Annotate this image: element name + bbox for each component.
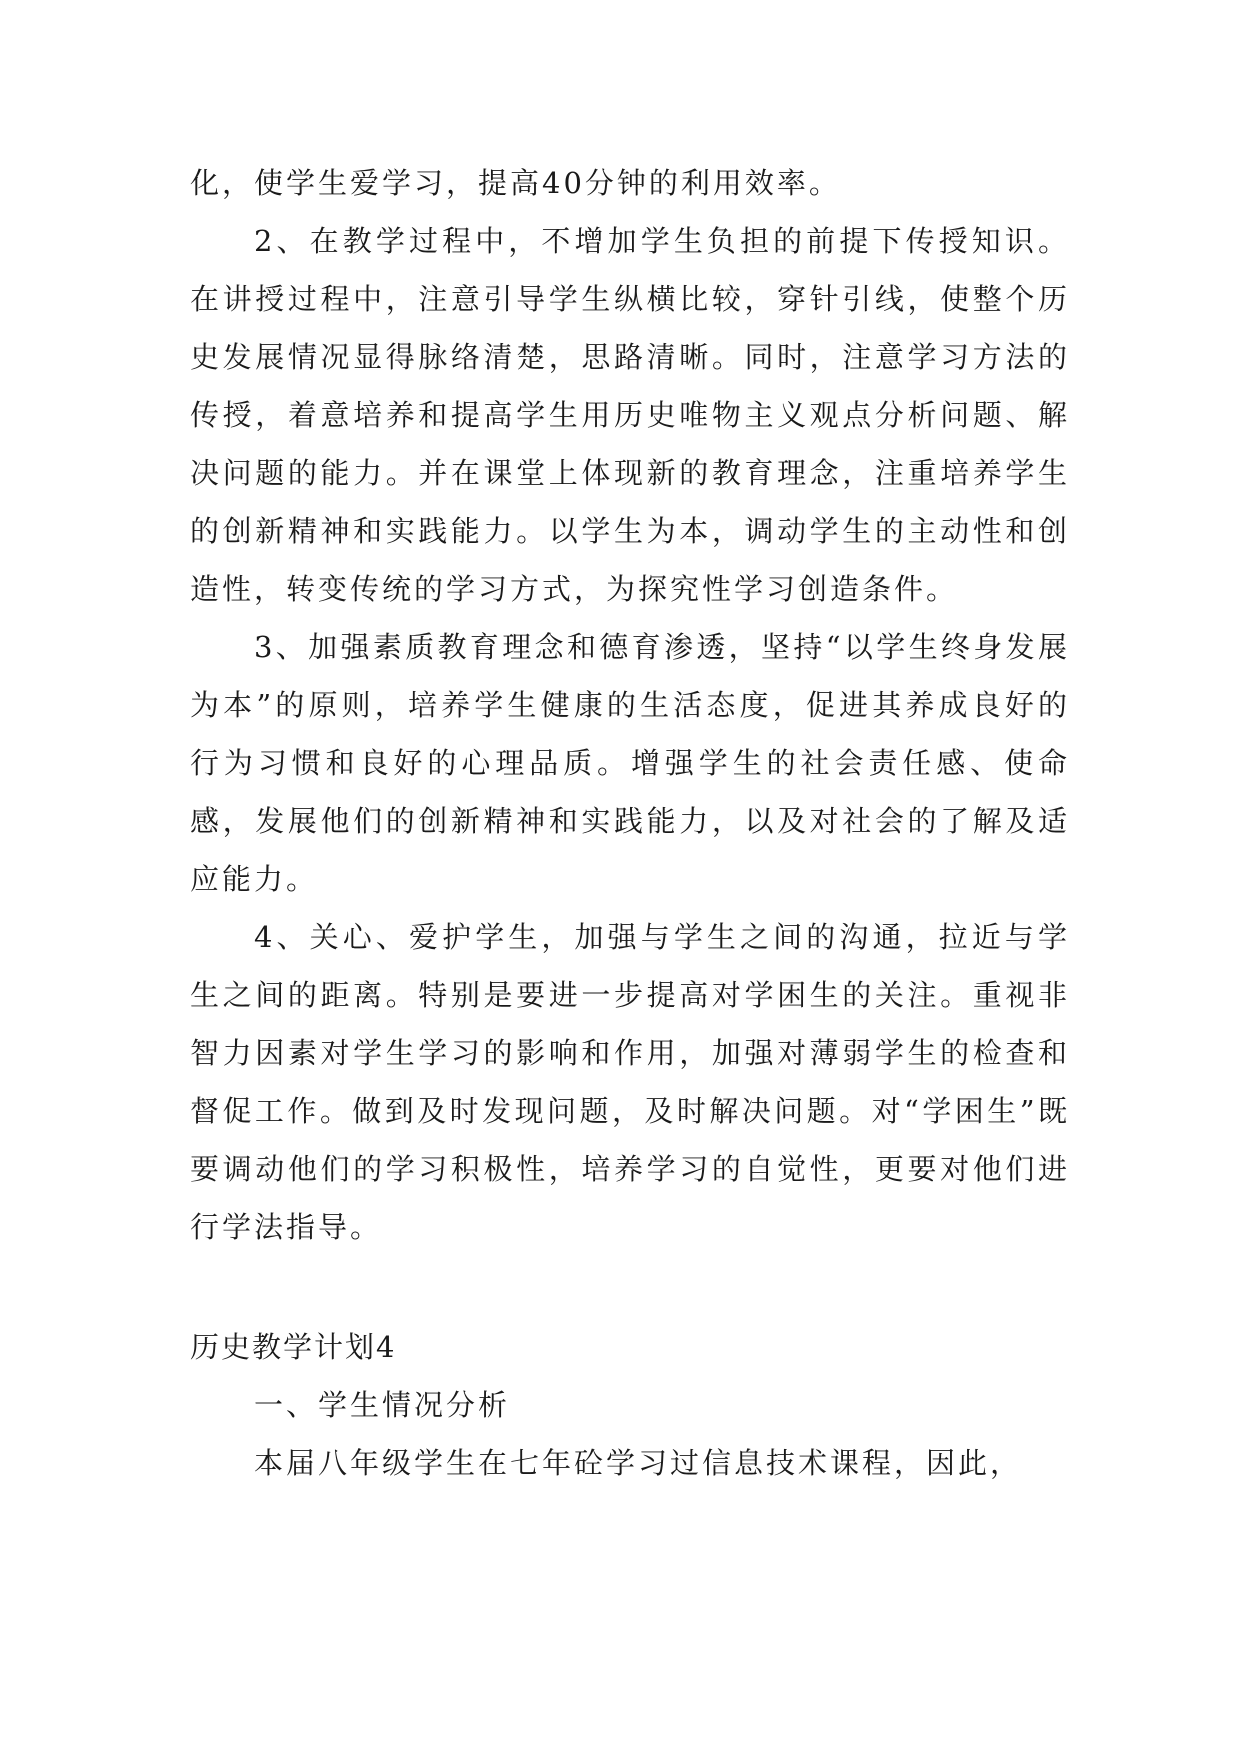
document-body: [190, 154, 1070, 1492]
paragraph-final: 本届八年级学生在七年砼学习过信息技术课程，因此，: [254, 1446, 1023, 1480]
paragraph-item-3: 3、加强素质教育理念和德育渗透，坚持“以学生终身发展为本”的原则，培养学生健康的生活态度，促进其养成良好的行为习惯和良好的心理品质。增强学生的社会责任感、使命感，发展他们的创新精神和实践能力，以及对社会的了解及适应能力。: [190, 630, 1070, 896]
paragraph-item-2: 2、在教学过程中，不增加学生负担的前提下传授知识。在讲授过程中，注意引导学生纵横比较，穿针引线，使整个历史发展情况显得脉络清楚，思路清晰。同时，注意学习方法的传授，着意培养和提高学生用历史唯物主义观点分析问题、解决问题的能力。并在课堂上体现新的教育理念，注重培养学生的创新精神和实践能力。以学生为本，调动学生的主动性和创造性，转变传统的学习方式，为探究性学习创造条件。: [190, 224, 1070, 606]
paragraph-item-4: 4、关心、爱护学生，加强与学生之间的沟通，拉近与学生之间的距离。特别是要进一步提高对学困生的关注。重视非智力因素对学生学习的影响和作用，加强对薄弱学生的检查和督促工作。做到及时发现问题，及时解决问题。对“学困生”既要调动他们的学习积极性，培养学习的自觉性，更要对他们进行学法指导。: [190, 920, 1070, 1244]
paragraph-continuation: 化，使学生爱学习，提高40分钟的利用效率。: [190, 166, 841, 200]
subsection-title: 一、学生情况分析: [254, 1388, 511, 1422]
section-title: 历史教学计划4: [190, 1330, 397, 1364]
